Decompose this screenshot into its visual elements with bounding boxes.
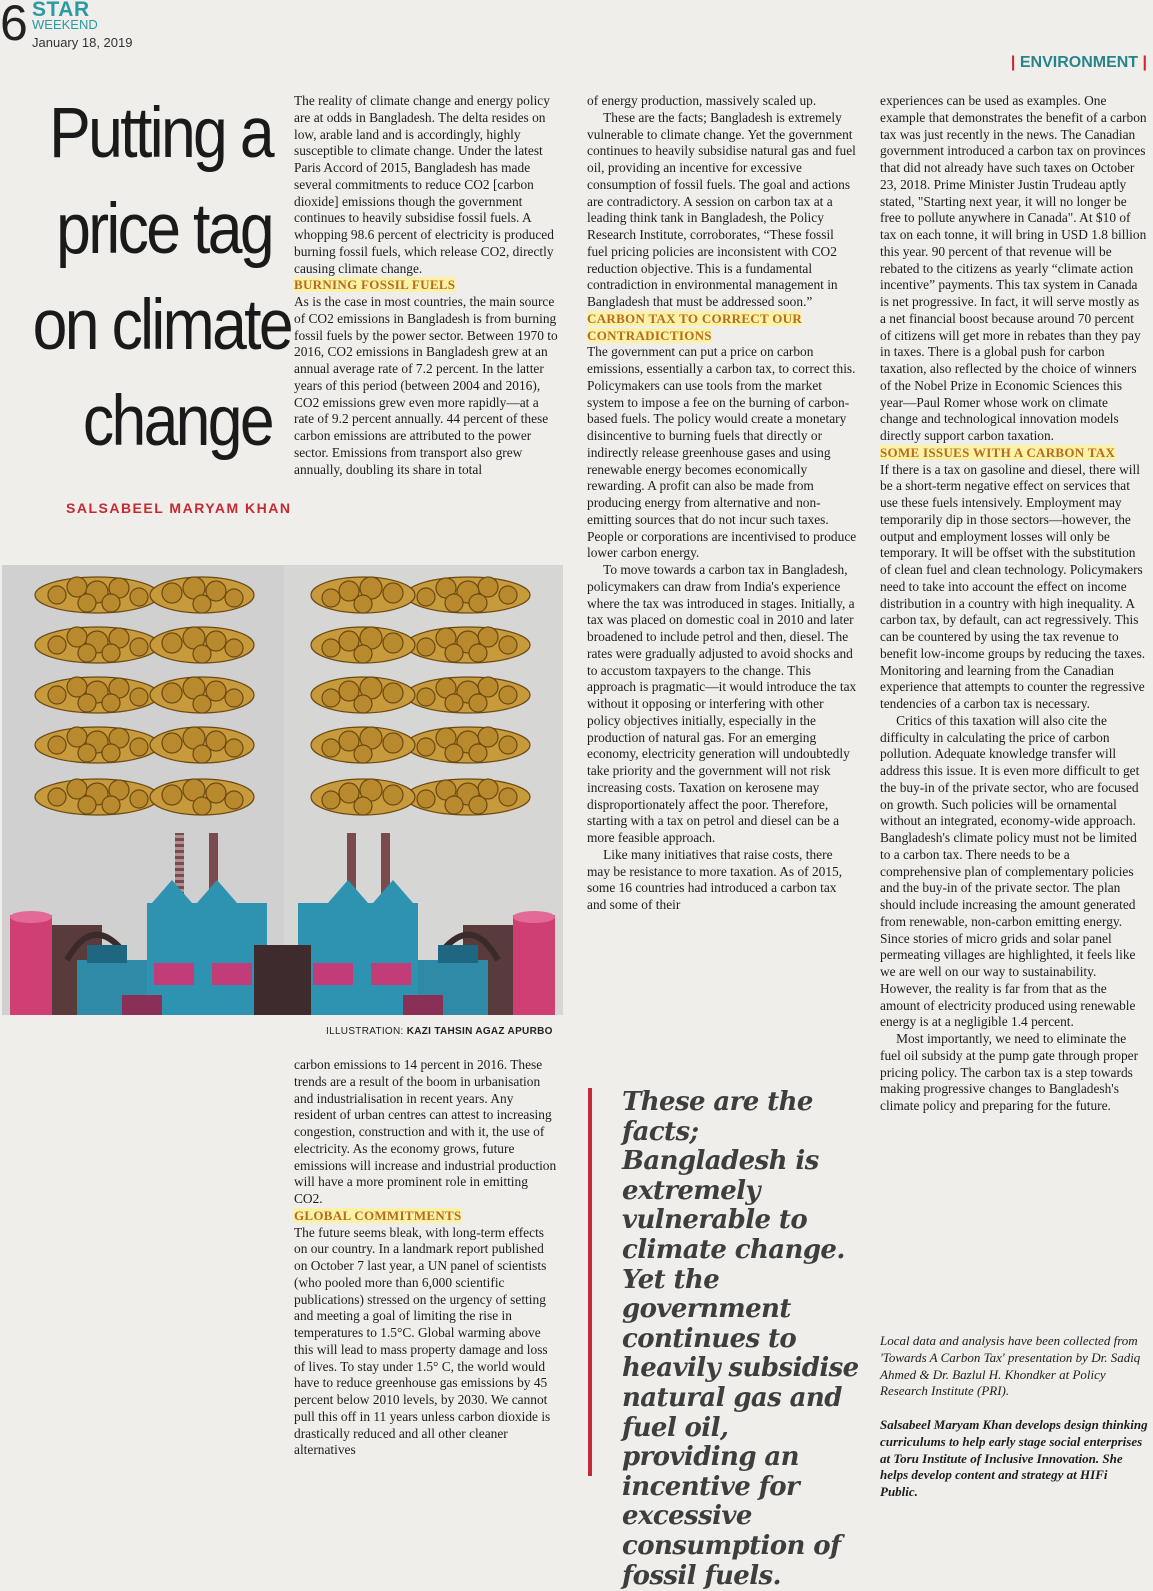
paragraph: Critics of this taxation will also cite the difficulty in calculating the price of carbon pollution. Adequate knowledge transfer will address this issue. It is even more difficult to get the buy-in of the private sector, who are focused on growth. Such policies will be ornamental without an integrated, economy-wide approach. Bangladesh's climate policy must not be limited to a carbon tax. There needs to be a comprehensive plan of complementary policies and the buy-in of the private sector. The plan should include increasing the amount generated from renewable, non-carbon emitting energy. Since stories of micro grids and solar panel permeating villages are highlighted, it feels like we are well on our way to sustainability. However, the reality is far from that as the amount of electricity produced using renewable energy is at a negligible 1.4 percent.: [880, 712, 1140, 1030]
paragraph: experiences can be used as examples. One example that demonstrates the benefit of a carbon tax was just recently in the news. The Canadian government introduced a carbon tax on provinces that did not already have such taxes on October 23, 2018. Prime Minister Justin Trudeau aptly stated, "Starting next year, it will no longer be free to pollute anywhere in Canada". At $10 of tax on each tonne, it will bring in USD 1.8 billion this year. 90 percent of that revenue will be rebated to the citizens as yearly “climate action incentive” payments. This tax system in Canada is net progressive. In fact, it will serve mostly as a net financial boost because around 70 percent of citizens will get more in rebates than they pay in taxes. There is a global push for carbon taxation, also reflected by the choice of winners of the Nobel Prize in Economic Sciences this year—Paul Romer whose work on climate change and technological innovation models directly support carbon taxation.: [880, 93, 1147, 443]
factory-left-half: [10, 577, 284, 1015]
subheading: [880, 445, 1148, 462]
paragraph: If there is a tax on gasoline and diesel, there will be a short-term negative effect on services that use these fuels intensively. Employment may temporarily dip in those sectors—however, the output and employment losses will only be temporary. It will be offset with the substitution of clean fuel and clean technology. Policymakers need to take into account the effect on income distribution in a country with high inequality. A carbon tax, by default, can act regressively. This can be countered by using the tax revenue to benefit low-income groups by reducing the taxes. Monitoring and learning from the Canadian experience that attempts to counter the regressive tendencies of a carbon tax is necessary.: [880, 461, 1146, 711]
subheading-text: GLOBAL COMMITMENTS: [294, 1207, 462, 1223]
paragraph: carbon emissions to 14 percent in 2016. These trends are a result of the boom in urbanisation and industrialisation in recent years. Any resident of urban centres can attest to increasing congestion, construction and with it, the use of electricity. As the economy grows, future emissions will increase and industrial production will have a more prominent role in emitting CO2.: [294, 1057, 557, 1206]
subheading-text: CARBON TAX TO CORRECT OUR CONTRADICTIONS: [587, 310, 803, 343]
headline-line: change: [82, 382, 272, 461]
data-source-note: Local data and analysis have been collected from 'Towards A Carbon Tax' presentation by Dr. Sadiq Ahmed & Dr. Bazlul H. Khondker at Policy Research Institute (PRI).: [880, 1333, 1141, 1399]
paragraph: Like many initiatives that raise costs, there may be resistance to more taxation. As of 2015, some 16 countries had introduced a carbon tax and some of their: [587, 846, 843, 912]
page-number: 6: [0, 0, 28, 51]
subheading-text: BURNING FOSSIL FUELS: [294, 277, 456, 293]
headline-line: Putting a: [49, 94, 272, 173]
illustration-credit: [326, 1026, 553, 1037]
pull-quote: These are the facts; Bangladesh is extremely vulnerable to climate change. Yet the government continues to heavily subsidise natural gas and fuel oil, providing an incentive for excessive consumption of fossil fuels.: [622, 1087, 859, 1591]
paragraph: To move towards a carbon tax in Bangladesh, policymakers can draw from India's experience where the tax was introduced in stages. Initially, a tax was placed on domestic coal in 2010 and later broadened to include petrol and then, diesel. The rates were gradually adjusted to avoid shocks and to accustom taxpayers to the change. This approach is pragmatic—it would introduce the tax without it opposing or interfering with other policy objectives initially, especially in the production of natural gas. For an emerging economy, electricity generation will undoubtedly take priority and the government will not risk increasing costs. Taxation on kerosene may disproportionately affect the poor. Therefore, starting with a tax on petrol and diesel can be a more feasible approach.: [587, 562, 857, 845]
article-column-3: [880, 93, 1148, 1115]
subheading: [294, 1208, 559, 1225]
paragraph: The future seems bleak, with long-term effects on our country. In a landmark report published on October 7 last year, a UN panel of scientists (who pooled more than 6,000 scientific publications) stressed on the urgency of setting and meeting a goal of limiting the rise in temperatures to 1.5°C. Global warming above this will lead to mass property damage and loss of lives. To stay under 1.5° C, the world would have to reduce greenhouse gas emissions by 45 percent below 2010 levels, by 2030. We cannot pull this off in 11 years unless carbon dioxide is drastically reduced and all other cleaner alternatives: [294, 1224, 551, 1458]
section-label: | ENVIRONMENT |: [1010, 54, 1147, 71]
subheading-text: SOME ISSUES WITH A CARBON TAX: [880, 444, 1116, 460]
headline-line: on climate: [32, 286, 292, 365]
article-column-1-bottom: [294, 1057, 559, 1459]
credit-prefix: ILLUSTRATION:: [326, 1026, 404, 1037]
paragraph: Most importantly, we need to eliminate the fuel oil subsidy at the pump gate through proper pricing policy. The carbon tax is a step towards making progressive changes to Bangladesh's climate policy and preparing for the future.: [880, 1031, 1139, 1113]
subheading: [294, 277, 559, 294]
issue-date: January 18, 2019: [32, 35, 133, 50]
paragraph: of energy production, massively scaled up.: [587, 93, 817, 108]
paragraph: These are the facts; Bangladesh is extremely vulnerable to climate change. Yet the government continues to heavily subsidise natural gas and fuel oil, providing an incentive for excessive consumption of fossil fuels. The goal and actions are contradictory. A session on carbon tax at a leading think tank in Bangladesh, the Policy Research Institute, corroborates, “These fossil fuel pricing policies are inconsistent with CO2 reduction objective. This is a fundamental contradiction in environmental management in Bangladesh that must be addressed soon.”: [587, 109, 856, 309]
factory-right-half: [281, 577, 555, 1015]
section-label-text: ENVIRONMENT: [1019, 54, 1139, 71]
subheading: [587, 311, 857, 345]
headline: [32, 86, 292, 470]
byline: SALSABEEL MARYAM KHAN: [66, 500, 292, 516]
headline-line: price tag: [56, 190, 272, 269]
paragraph: As is the case in most countries, the main source of CO2 emissions in Bangladesh is from burning fossil fuels by the power sector. Between 1970 to 2016, CO2 emissions in Bangladesh grew at an annual average rate of 7.2 percent. In the latter years of this period (between 2004 and 2016), CO2 emissions grew even more rapidly—at a rate of 9.2 percent annually. 44 percent of these carbon emissions are attributed to the power sector. Emissions from transport also grew annually, doubling its share in total: [294, 294, 558, 477]
factory-illustration: [2, 565, 563, 1015]
brand-subtitle: WEEKEND: [32, 17, 98, 32]
article-column-1-top: [294, 93, 559, 478]
paragraph: The government can put a price on carbon emissions, essentially a carbon tax, to correct this. Policymakers can use tools from the market system to impose a fee on the burning of carbon-based fuels. The policy would create a monetary disincentive to burning fuels that directly or indirectly release greenhouse gases and using renewable energy becomes economically rewarding. A profit can also be made from producing energy from alternative and non-emitting sources that do not incur such taxes. People or corporations are incentivised to produce lower carbon energy.: [587, 344, 857, 561]
article-column-2: [587, 93, 857, 914]
credit-name: KAZI TAHSIN AGAZ APURBO: [406, 1026, 553, 1037]
pull-quote-bar: [588, 1088, 592, 1476]
author-bio: Salsabeel Maryam Khan develops design thinking curriculums to help early stage social enterprises at Toru Institute of Inclusive Innovation. She helps develop content and strategy at HIFi Public.: [880, 1417, 1148, 1499]
brand-logo: STAR: [32, 0, 90, 21]
paragraph: The reality of climate change and energy policy are at odds in Bangladesh. The delta resides on low, arable land and is accordingly, highly susceptible to climate change. Under the latest Paris Accord of 2015, Bangladesh has made several commitments to reduce CO2 [carbon dioxide] emissions though the government continues to heavily subsidise fossil fuels. A whopping 98.6 percent of electricity is produced burning fossil fuels, which release CO2, directly causing climate change.: [294, 93, 554, 276]
article-footnotes: [880, 1333, 1148, 1501]
